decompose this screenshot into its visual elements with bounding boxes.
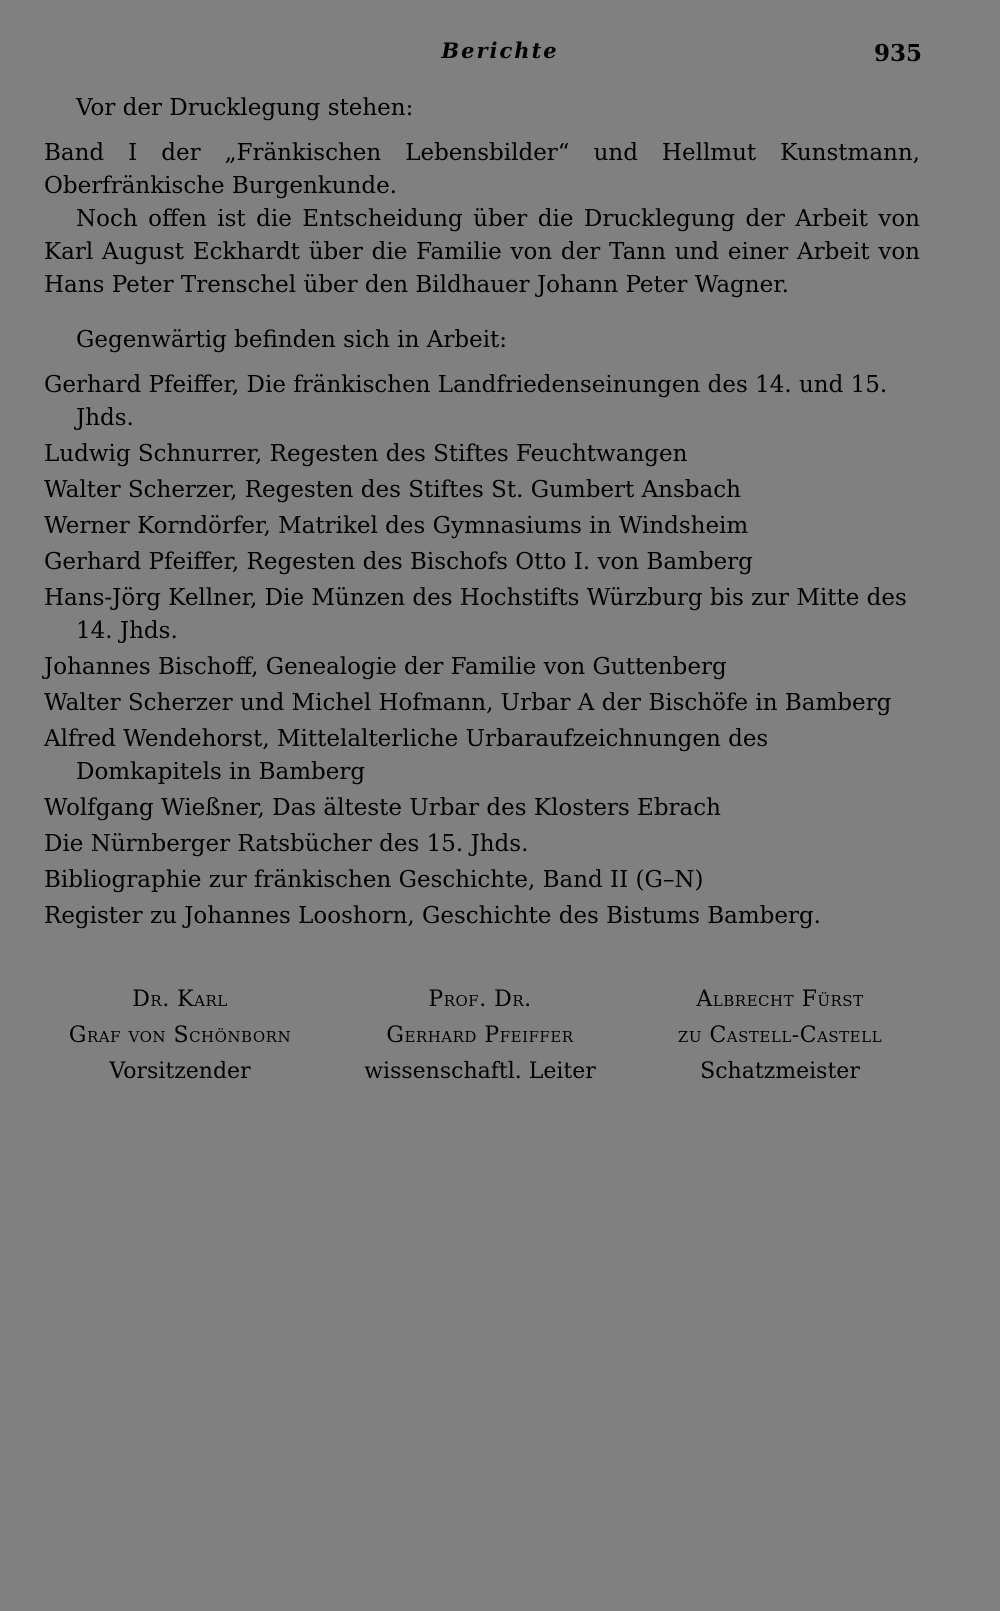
signature-role: Schatzmeister	[700, 1059, 860, 1084]
open-decision-paragraph: Noch offen ist die Entscheidung über die Drucklegung der Arbeit von Karl August Eckhardt über die Familie von der Tann und einer Arbeit von Hans Peter Trenschel über den Bildhauer Johann Peter Wagner.	[44, 206, 920, 298]
print-items: Band I der „Fränkischen Lebensbilder“ und Hellmut Kunstmann, Oberfränkische Burgenkunde.	[44, 140, 920, 199]
list-item: Hans-Jörg Kellner, Die Münzen des Hochstifts Würzburg bis zur Mitte des 14. Jhds.	[44, 585, 907, 644]
signature-title: Prof. Dr.	[428, 987, 532, 1012]
list-item: Alfred Wendehorst, Mittelalterliche Urbaraufzeichnungen des Domkapitels in Bamberg	[44, 726, 769, 785]
list-item: Walter Scherzer, Regesten des Stiftes St. Gumbert Ansbach	[44, 477, 741, 503]
signature-scientific-lead	[340, 982, 620, 1090]
list-item: Ludwig Schnurrer, Regesten des Stiftes Feuchtwangen	[44, 441, 688, 467]
page-number: 935	[873, 40, 922, 67]
signature-title: Albrecht Fürst	[696, 987, 864, 1012]
list-item: Die Nürnberger Ratsbücher des 15. Jhds.	[44, 831, 529, 857]
list-item: Register zu Johannes Looshorn, Geschichte des Bistums Bamberg.	[44, 903, 821, 929]
signature-block	[40, 982, 920, 1090]
signature-name: Gerhard Pfeiffer	[386, 1023, 574, 1048]
print-heading: Vor der Drucklegung stehen:	[76, 95, 414, 121]
signature-treasurer	[640, 982, 920, 1090]
signature-name: Graf von Schönborn	[68, 1023, 292, 1048]
work-heading: Gegenwärtig befinden sich in Arbeit:	[76, 327, 508, 353]
work-list	[44, 369, 920, 933]
body-text	[44, 92, 920, 936]
list-item: Werner Korndörfer, Matrikel des Gymnasiums in Windsheim	[44, 513, 749, 539]
list-item: Gerhard Pfeiffer, Die fränkischen Landfriedenseinungen des 14. und 15. Jhds.	[44, 372, 888, 431]
list-item: Walter Scherzer und Michel Hofmann, Urbar A der Bischöfe in Bamberg	[44, 690, 892, 716]
signature-role: Vorsitzender	[109, 1059, 251, 1084]
list-item: Gerhard Pfeiffer, Regesten des Bischofs Otto I. von Bamberg	[44, 549, 753, 575]
signature-title: Dr. Karl	[132, 987, 228, 1012]
signature-name: zu Castell-Castell	[677, 1023, 883, 1048]
signature-role: wissenschaftl. Leiter	[364, 1059, 596, 1084]
section-gap	[44, 302, 920, 324]
signature-chairman	[40, 982, 320, 1090]
list-item: Wolfgang Wießner, Das älteste Urbar des Klosters Ebrach	[44, 795, 721, 821]
list-item: Bibliographie zur fränkischen Geschichte, Band II (G–N)	[44, 867, 704, 893]
running-header: Berichte	[441, 38, 559, 63]
list-item: Johannes Bischoff, Genealogie der Familie von Guttenberg	[44, 654, 727, 680]
